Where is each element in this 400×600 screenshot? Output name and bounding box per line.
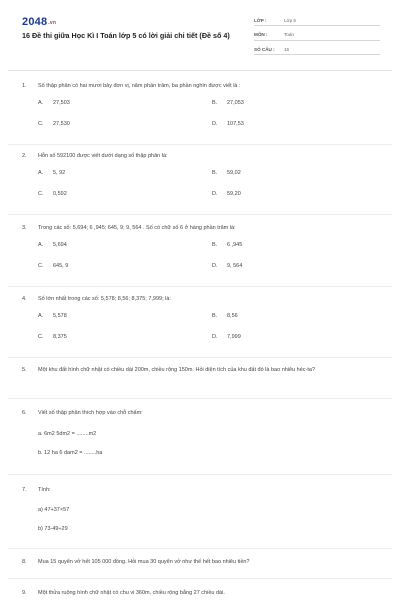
question-text: Số lớn nhất trong các số: 5,578; 8,56; 8,375; 7,999; là: bbox=[38, 296, 171, 302]
site-logo[interactable] bbox=[22, 16, 56, 28]
option-b[interactable] bbox=[212, 242, 242, 248]
question-divider bbox=[8, 214, 392, 215]
logo-suffix: .vn bbox=[48, 20, 57, 26]
option-letter: C. bbox=[38, 121, 44, 127]
option-letter: D. bbox=[212, 191, 218, 197]
option-text: 5,578 bbox=[53, 313, 67, 319]
question-6 bbox=[22, 409, 378, 457]
option-c[interactable] bbox=[38, 334, 67, 340]
question-text: Tính: bbox=[38, 487, 51, 493]
question-text: Viết số thập phân thích hợp vào chỗ chấm: bbox=[38, 410, 143, 416]
question-1 bbox=[22, 82, 378, 134]
option-text: 27,530 bbox=[53, 121, 70, 127]
question-number: 6. bbox=[22, 410, 27, 416]
question-2 bbox=[22, 152, 378, 204]
page-title: 16 Đề thi giữa Học Kì I Toán lớp 5 có lời giải chi tiết (Đề số 4) bbox=[22, 31, 230, 40]
option-text: 59,20 bbox=[227, 191, 241, 197]
option-text: 6 ,945 bbox=[227, 242, 243, 248]
option-text: 645, 9 bbox=[53, 263, 69, 269]
option-text: 8,56 bbox=[227, 313, 238, 319]
option-text: 107,53 bbox=[227, 121, 244, 127]
question-number: 8. bbox=[22, 559, 27, 565]
question-text: Mua 15 quyển vở hết 105 000 đồng. Hỏi mua 30 quyển vở như thế hết bao nhiêu tiền? bbox=[38, 559, 250, 565]
question-text: Số thập phân có hai mươi bảy đơn vị, năm phần trăm, ba phần nghìn được viết là : bbox=[38, 83, 241, 89]
question-divider bbox=[8, 357, 392, 358]
answer-options bbox=[38, 170, 378, 204]
option-letter: A. bbox=[38, 170, 44, 176]
option-text: 7,999 bbox=[227, 334, 241, 340]
option-c[interactable] bbox=[38, 121, 70, 127]
option-letter: B. bbox=[212, 242, 218, 248]
option-text: 9, 564 bbox=[227, 263, 243, 269]
option-text: 59,02 bbox=[227, 170, 241, 176]
question-3 bbox=[22, 224, 378, 276]
option-d[interactable] bbox=[212, 334, 241, 340]
exam-meta bbox=[254, 15, 380, 59]
option-d[interactable] bbox=[212, 191, 241, 197]
meta-label: SỐ CÂU : bbox=[254, 46, 275, 52]
option-b[interactable] bbox=[212, 170, 241, 176]
option-text: 8,375 bbox=[53, 334, 67, 340]
option-a[interactable] bbox=[38, 242, 67, 248]
option-letter: C. bbox=[38, 334, 44, 340]
option-letter: A. bbox=[38, 242, 44, 248]
question-number: 4. bbox=[22, 296, 27, 302]
option-letter: C. bbox=[38, 263, 44, 269]
question-number: 9. bbox=[22, 590, 27, 596]
option-text: 5,694 bbox=[53, 242, 67, 248]
question-text: Một khu đất hình chữ nhật có chiều dài 200m, chiều rộng 150m. Hỏi diện tích của khu đất đó là bao nhiêu héc-ta? bbox=[38, 367, 316, 373]
question-divider bbox=[8, 286, 392, 287]
option-letter: B. bbox=[212, 170, 218, 176]
question-text: Hỗn số 592100 được viết dưới dạng số thập phân là: bbox=[38, 153, 168, 159]
meta-row-class bbox=[254, 15, 380, 26]
option-letter: A. bbox=[38, 313, 44, 319]
option-b[interactable] bbox=[212, 100, 244, 106]
sub-question: b) 73-49÷29 bbox=[38, 526, 68, 532]
option-letter: B. bbox=[212, 100, 218, 106]
question-number: 7. bbox=[22, 487, 27, 493]
option-letter: A. bbox=[38, 100, 44, 106]
meta-value: Toán bbox=[284, 32, 294, 37]
option-letter: B. bbox=[212, 313, 218, 319]
option-text: 27,503 bbox=[53, 100, 70, 106]
option-c[interactable] bbox=[38, 263, 68, 269]
question-divider bbox=[8, 144, 392, 145]
answer-options bbox=[38, 100, 378, 134]
question-divider bbox=[8, 398, 392, 399]
question-4 bbox=[22, 295, 378, 347]
question-7 bbox=[22, 486, 378, 533]
question-number: 3. bbox=[22, 225, 27, 231]
option-d[interactable] bbox=[212, 263, 242, 269]
option-text: 5, 92 bbox=[53, 170, 66, 176]
option-letter: D. bbox=[212, 263, 218, 269]
option-letter: D. bbox=[212, 334, 218, 340]
answer-options bbox=[38, 313, 378, 347]
option-text: 27,053 bbox=[227, 100, 244, 106]
option-a[interactable] bbox=[38, 170, 65, 176]
sub-question: a) 47+37×57 bbox=[38, 507, 70, 513]
header-divider bbox=[8, 70, 392, 71]
sub-question: a. 6m2 5dm2 = ........m2 bbox=[38, 431, 97, 437]
question-divider bbox=[8, 474, 392, 475]
meta-row-count bbox=[254, 44, 380, 55]
question-9 bbox=[22, 589, 378, 597]
question-8 bbox=[22, 558, 378, 566]
question-divider bbox=[8, 548, 392, 549]
question-text: Trong các số: 5,694; 6 ,945; 645, 9; 9, 564 . Số có chữ số 6 ở hàng phần trăm là: bbox=[38, 225, 236, 231]
option-d[interactable] bbox=[212, 121, 244, 127]
logo-text: 2048 bbox=[22, 16, 48, 28]
question-divider bbox=[8, 578, 392, 579]
page-header bbox=[0, 0, 400, 62]
meta-label: LỚP : bbox=[254, 17, 267, 23]
option-c[interactable] bbox=[38, 191, 67, 197]
option-letter: D. bbox=[212, 121, 218, 127]
answer-options bbox=[38, 242, 378, 276]
meta-value: 16 bbox=[284, 46, 290, 52]
option-b[interactable] bbox=[212, 313, 238, 319]
question-5 bbox=[22, 366, 378, 374]
meta-row-subject bbox=[254, 30, 380, 41]
option-letter: C. bbox=[38, 191, 44, 197]
question-text: Một thửa ruộng hình chữ nhật có chu vi 360m, chiều rộng bằng 27 chiều dài. bbox=[38, 590, 225, 596]
question-number: 2. bbox=[22, 153, 27, 159]
meta-value: Lớp 5 bbox=[284, 17, 296, 23]
question-number: 5. bbox=[22, 367, 27, 373]
meta-label: MÔN : bbox=[254, 32, 268, 37]
option-text: 0,592 bbox=[53, 191, 67, 197]
sub-question: b. 12 ha 6 dam2 = ........ha bbox=[38, 450, 103, 456]
option-a[interactable] bbox=[38, 313, 67, 319]
option-a[interactable] bbox=[38, 100, 70, 106]
question-number: 1. bbox=[22, 83, 27, 89]
